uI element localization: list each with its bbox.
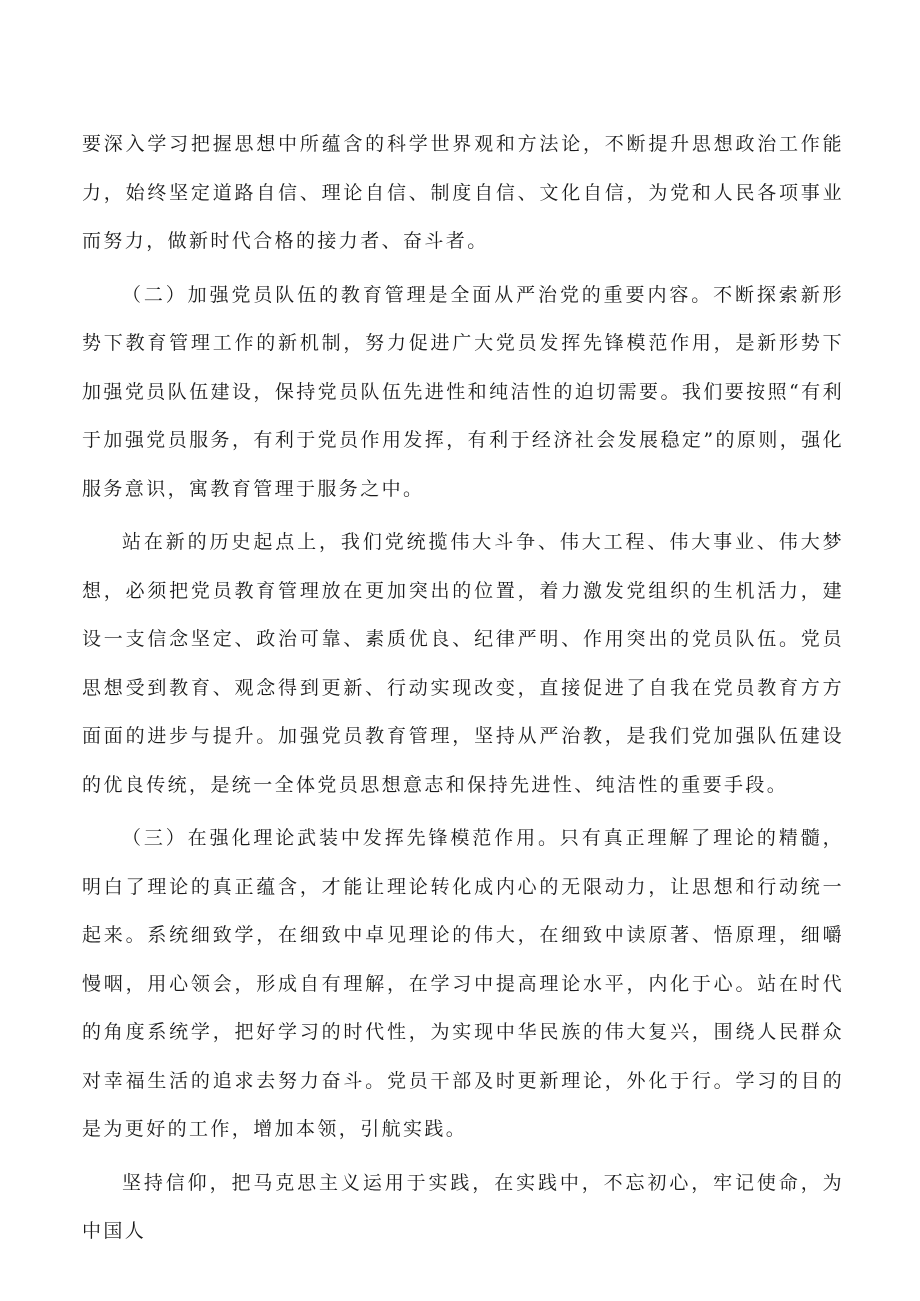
paragraph-4: （三）在强化理论武装中发挥先锋模范作用。只有真正理解了理论的精髓，明白了理论的真正蕴含，才能让理论转化成内心的无限动力，让思想和行动统一起来。系统细致学，在细致中卓见理论的伟大，在细致中读原著、悟原理，细嚼慢咽，用心领会，形成自有理解，在学习中提高理论水平，内化于心。站在时代的角度系统学，把好学习的时代性，为实现中华民族的伟大复兴，围绕人民群众对幸福生活的追求去努力奋斗。党员干部及时更新理论，外化于行。学习的目的是为更好的工作，增加本领，引航实践。: [82, 827, 844, 1140]
document-body: [82, 120, 844, 1261]
paragraph-1: 要深入学习把握思想中所蕴含的科学世界观和方法论，不断提升思想政治工作能力，始终坚定道路自信、理论自信、制度自信、文化自信，为党和人民各项事业而努力，做新时代合格的接力者、奋斗者。: [82, 133, 844, 252]
paragraph-2: （二）加强党员队伍的教育管理是全面从严治党的重要内容。不断探索新形势下教育管理工作的新机制，努力促进广大党员发挥先锋模范作用，是新形势下加强党员队伍建设，保持党员队伍先进性和纯洁性的迫切需要。我们要按照“有利于加强党员服务，有利于党员作用发挥，有利于经济社会发展稳定”的原则，强化服务意识，寓教育管理于服务之中。: [82, 283, 844, 500]
paragraph-5: 坚持信仰，把马克思主义运用于实践，在实践中，不忘初心，牢记使命，为中国人: [82, 1171, 844, 1242]
paragraph-3: 站在新的历史起点上，我们党统揽伟大斗争、伟大工程、伟大事业、伟大梦想，必须把党员教育管理放在更加突出的位置，着力激发党组织的生机活力，建设一支信念坚定、政治可靠、素质优良、纪律严明、作用突出的党员队伍。党员思想受到教育、观念得到更新、行动实现改变，直接促进了自我在党员教育方方面面的进步与提升。加强党员教育管理，坚持从严治教，是我们党加强队伍建设的优良传统，是统一全体党员思想意志和保持先进性、纯洁性的重要手段。: [82, 531, 844, 796]
